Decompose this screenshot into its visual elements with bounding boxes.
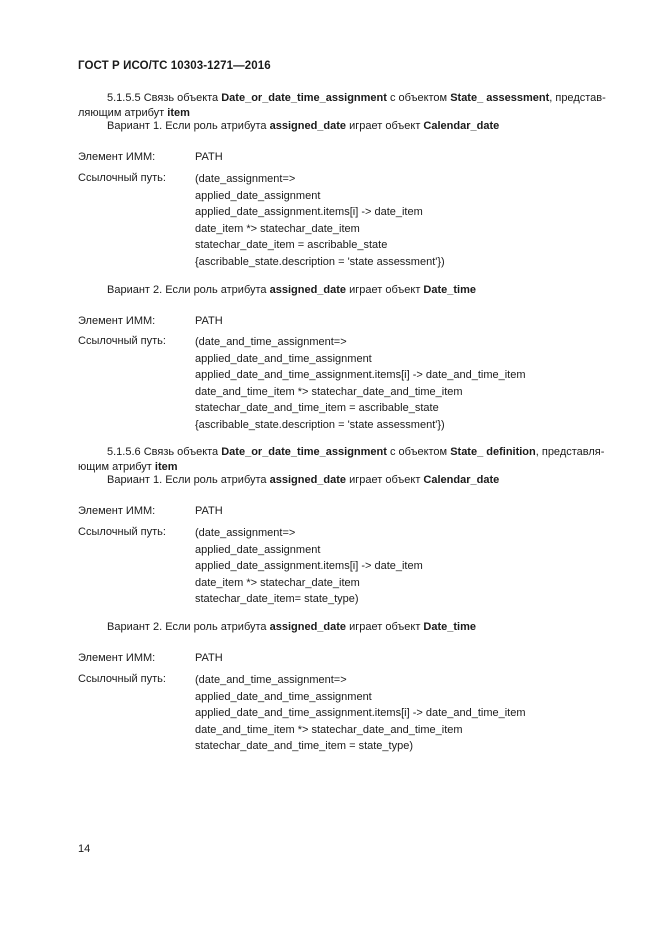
element-value: PATH [195, 151, 223, 163]
ref-path-label: Ссылочный путь: [78, 172, 166, 184]
variant-text: играет объект [349, 120, 421, 132]
variant-text: Вариант 2. Если роль атрибута [107, 284, 267, 296]
element-label: Элемент ИММ: [78, 151, 156, 163]
path-line: (date_and_time_assignment=> [195, 336, 347, 348]
path-line: {ascribable_state.description = 'state assessment'}) [195, 255, 445, 268]
attribute-name: assigned_date [269, 621, 347, 633]
path-line: date_and_time_item *> statechar_date_and_time_item [195, 723, 463, 736]
section-text: ляющим атрибут [78, 107, 165, 119]
element-value: PATH [195, 652, 223, 664]
object-name: Date_or_date_time_assignment [221, 446, 387, 458]
attribute-name: assigned_date [269, 120, 347, 132]
element-label: Элемент ИММ: [78, 315, 156, 327]
path-line: applied_date_and_time_assignment [195, 690, 372, 703]
path-line: {ascribable_state.description = 'state assessment'}) [195, 418, 445, 431]
section-text: с объектом [389, 92, 448, 104]
section-5-1-5-5-heading [78, 91, 614, 121]
element-value: PATH [195, 315, 223, 327]
object-name: State_ definition [450, 446, 536, 458]
ref-path-block [195, 673, 526, 756]
object-name: Calendar_date [423, 120, 500, 132]
path-line: date_item *> statechar_date_item [195, 576, 360, 589]
element-label: Элемент ИММ: [78, 652, 156, 664]
ref-path-label: Ссылочный путь: [78, 335, 166, 347]
variant-1-line [107, 473, 499, 488]
section-5-1-5-6-heading [78, 445, 614, 475]
path-line: applied_date_and_time_assignment.items[i] -> date_and_time_item [195, 707, 526, 719]
path-line: statechar_date_and_time_item = state_type) [195, 740, 413, 752]
object-name: State_ assessment [450, 92, 550, 104]
object-name: Date_time [423, 284, 476, 296]
path-line: applied_date_assignment [195, 543, 321, 556]
variant-text: играет объект [349, 284, 421, 296]
page-number: 14 [78, 843, 91, 855]
path-line: (date_and_time_assignment=> [195, 674, 347, 686]
path-line: (date_assignment=> [195, 173, 296, 185]
path-line: statechar_date_item = ascribable_state [195, 239, 388, 251]
path-line: applied_date_and_time_assignment [195, 352, 372, 365]
document-header: ГОСТ Р ИСО/ТС 10303-1271—2016 [78, 60, 271, 72]
path-line: date_and_time_item *> statechar_date_and_time_item [195, 385, 463, 398]
object-name: Calendar_date [423, 474, 500, 486]
section-text: , представ- [549, 92, 606, 104]
object-name: Date_or_date_time_assignment [221, 92, 387, 104]
element-label: Элемент ИММ: [78, 505, 156, 517]
ref-path-block [195, 526, 423, 609]
path-line: date_item *> statechar_date_item [195, 222, 360, 235]
variant-1-line [107, 119, 499, 134]
element-value: PATH [195, 505, 223, 517]
variant-2-line [107, 283, 476, 298]
path-line: statechar_date_item= state_type) [195, 593, 359, 605]
path-line: applied_date_assignment.items[i] -> date_item [195, 206, 423, 218]
variant-2-line [107, 620, 476, 635]
section-text: Связь объекта [143, 446, 219, 458]
ref-path-block [195, 335, 526, 434]
section-text: ющим атрибут [78, 461, 152, 473]
attribute-name: item [154, 461, 178, 473]
variant-text: Вариант 1. Если роль атрибута [107, 474, 267, 486]
attribute-name: assigned_date [269, 284, 347, 296]
section-text: с объектом [389, 446, 448, 458]
variant-text: Вариант 2. Если роль атрибута [107, 621, 267, 633]
path-line: applied_date_assignment [195, 189, 321, 202]
attribute-name: assigned_date [269, 474, 347, 486]
section-text: Связь объекта [143, 92, 219, 104]
variant-text: играет объект [349, 474, 421, 486]
variant-text: играет объект [349, 621, 421, 633]
section-number: 5.1.5.6 [107, 446, 141, 458]
ref-path-label: Ссылочный путь: [78, 673, 166, 685]
ref-path-label: Ссылочный путь: [78, 526, 166, 538]
attribute-name: item [167, 107, 190, 119]
variant-text: Вариант 1. Если роль атрибута [107, 120, 267, 132]
section-text: , представля- [535, 446, 605, 458]
path-line: applied_date_and_time_assignment.items[i] -> date_and_time_item [195, 369, 526, 381]
path-line: applied_date_assignment.items[i] -> date_item [195, 560, 423, 572]
path-line: statechar_date_and_time_item = ascribable_state [195, 402, 439, 414]
ref-path-block [195, 172, 445, 271]
object-name: Date_time [423, 621, 476, 633]
path-line: (date_assignment=> [195, 527, 296, 539]
section-number: 5.1.5.5 [107, 92, 141, 104]
